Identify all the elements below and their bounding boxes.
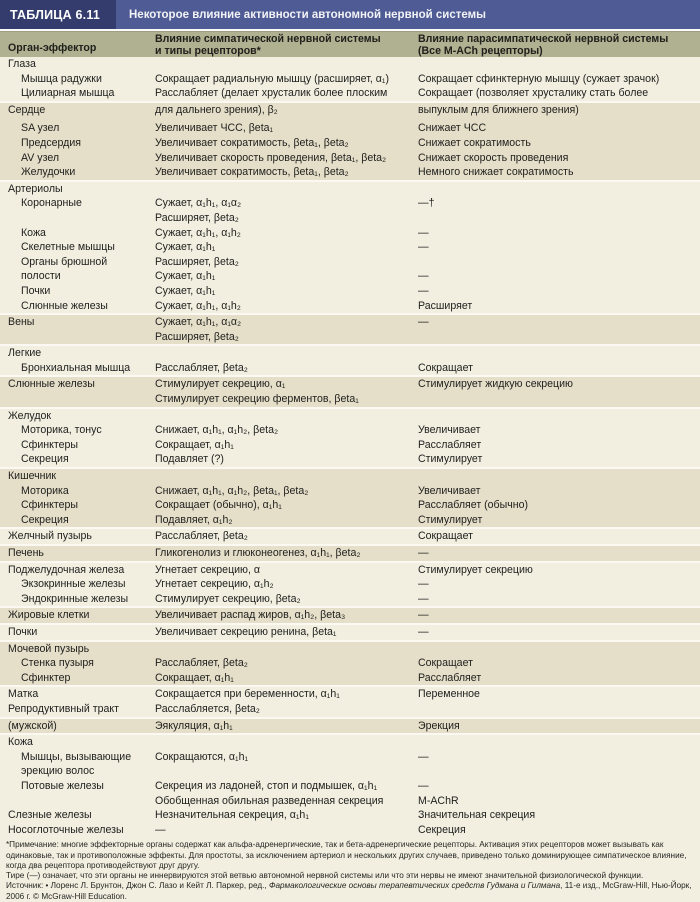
- table-row: [0, 544, 700, 561]
- sympathetic-effect-cell: Расширяет, βeta₂: [155, 330, 239, 343]
- column-header-sympathetic-line1: Влияние симпатической нервной системы: [155, 33, 381, 45]
- table-title: Некоторое влияние активности автономной нервной системы: [116, 0, 700, 29]
- parasympathetic-effect-cell: —: [418, 284, 429, 297]
- organ-cell: Вены: [8, 316, 35, 329]
- organ-cell: Мышцы, вызывающие: [21, 750, 132, 763]
- table-row: [0, 255, 700, 270]
- sympathetic-effect-cell: [147, 57, 410, 72]
- parasympathetic-effect-cell: M-AChR: [418, 794, 459, 807]
- organ-cell: Легкие: [8, 347, 42, 360]
- table-row: [0, 151, 700, 166]
- table-row: [0, 823, 700, 838]
- table-row: [0, 299, 700, 314]
- sympathetic-effect-cell: для дальнего зрения), β₂: [155, 103, 278, 116]
- table-row: [0, 794, 700, 809]
- table-row: [0, 196, 700, 211]
- sympathetic-effect-cell: [147, 764, 410, 779]
- organ-cell: Поджелудочная железа: [8, 563, 125, 576]
- table-row: [0, 313, 700, 330]
- parasympathetic-effect-cell: Расслабляет: [418, 671, 482, 684]
- parasympathetic-effect-cell: Снижает ЧСС: [418, 122, 487, 135]
- sympathetic-effect-cell: Угнетает секрецию, α₁h₂: [155, 578, 274, 591]
- table-number-label: ТАБЛИЦА 6.11: [0, 0, 116, 29]
- sympathetic-effect-cell: [147, 346, 410, 361]
- organ-cell: Секреция: [21, 513, 69, 526]
- table-row: [0, 527, 700, 544]
- parasympathetic-effect-cell: Увеличивает: [418, 424, 481, 437]
- table-row: [0, 117, 700, 136]
- parasympathetic-effect-cell: —: [418, 779, 429, 792]
- parasympathetic-effect-cell: Переменное: [418, 688, 480, 701]
- parasympathetic-effect-cell: Снижает скорость проведения: [418, 151, 569, 164]
- sympathetic-effect-cell: —: [155, 823, 166, 836]
- organ-cell: Жировые клетки: [8, 609, 90, 622]
- parasympathetic-effect-cell: [410, 469, 700, 484]
- parasympathetic-effect-cell: —: [418, 547, 429, 559]
- organ-cell: Почки: [8, 625, 38, 638]
- footnote-source-book-title: Фармакологические основы терапевтических средств Гудмана и Гилмана: [268, 881, 561, 891]
- table-row: [0, 656, 700, 671]
- footnotes: [0, 837, 700, 902]
- parasympathetic-effect-cell: Сокращает сфинктерную мышцу (сужает зрачок): [418, 72, 660, 85]
- parasympathetic-effect-cell: —: [418, 609, 429, 622]
- organ-cell: Экзокринные железы: [21, 578, 126, 591]
- organ-cell: Репродуктивный тракт: [8, 702, 119, 715]
- parasympathetic-effect-cell: Стимулирует: [418, 513, 483, 526]
- sympathetic-effect-cell: Расширяет, βeta₂: [155, 255, 239, 268]
- parasympathetic-effect-cell: [410, 330, 700, 345]
- table-row: [0, 671, 700, 686]
- table-title-bar: [0, 0, 700, 29]
- sympathetic-effect-cell: Обобщенная обильная разведенная секреция: [155, 794, 384, 807]
- sympathetic-effect-cell: [147, 409, 410, 424]
- parasympathetic-effect-cell: —: [418, 270, 429, 283]
- parasympathetic-effect-cell: —: [418, 226, 429, 239]
- table-row: [0, 86, 700, 101]
- organ-cell: Сфинктеры: [21, 438, 79, 451]
- parasympathetic-effect-cell: выпуклым для ближнего зрения): [418, 103, 579, 116]
- table-row: [0, 606, 700, 623]
- organ-cell: Цилиарная мышца: [21, 87, 115, 100]
- organ-cell: Мышца радужки: [21, 72, 102, 85]
- sympathetic-effect-cell: Сокращает (обычно), α₁h₁: [155, 499, 282, 512]
- organ-cell: Слезные железы: [8, 809, 92, 822]
- sympathetic-effect-cell: [147, 642, 410, 657]
- table-row: [0, 284, 700, 299]
- table-row: [0, 733, 700, 750]
- organ-cell: полости: [21, 270, 61, 283]
- parasympathetic-effect-cell: Эрекция: [418, 719, 460, 732]
- organ-cell: Слюнные железы: [8, 378, 95, 391]
- organ-cell: Желчный пузырь: [8, 530, 92, 543]
- parasympathetic-effect-cell: Секреция: [418, 823, 466, 836]
- organ-cell: Предсердия: [21, 136, 82, 149]
- parasympathetic-effect-cell: Стимулирует секрецию: [418, 563, 533, 576]
- column-header-parasympathetic-line1: Влияние парасимпатической нервной системы: [418, 33, 669, 45]
- organ-cell: Сфинктер: [21, 671, 71, 684]
- parasympathetic-effect-cell: Значительная секреция: [418, 809, 536, 822]
- table-row: [0, 467, 700, 484]
- table-body: [0, 57, 700, 837]
- table-row: [0, 685, 700, 702]
- table-row: [0, 330, 700, 345]
- organ-cell: Печень: [8, 547, 44, 559]
- table-row: [0, 764, 700, 779]
- footnote-dash-note: Тире (—) означает, что эти органы не иннервируются этой ветвью автономной нервной системы или что эти нервы не имеют значительной физиологической функции.: [6, 871, 644, 881]
- parasympathetic-effect-cell: —: [418, 592, 429, 605]
- sympathetic-effect-cell: Незначительная секреция, α₁h₁: [155, 809, 309, 822]
- table-row: [0, 423, 700, 438]
- parasympathetic-effect-cell: Немного снижает сократимость: [418, 166, 574, 179]
- organ-cell: Носоглоточные железы: [8, 823, 124, 836]
- parasympathetic-effect-cell: —†: [418, 197, 435, 210]
- organ-cell: [0, 794, 147, 809]
- organ-cell: Секреция: [21, 453, 69, 466]
- table-row: [0, 101, 700, 118]
- organ-cell: Скелетные мышцы: [21, 241, 115, 254]
- organ-cell: Эндокринные железы: [21, 592, 129, 605]
- organ-cell: Артериолы: [8, 182, 63, 195]
- footnote-source-prefix: Источник: • Лоренс Л. Брунтон, Джон С. Лазо и Кейт Л. Паркер, ред.,: [6, 881, 269, 891]
- parasympathetic-effect-cell: [410, 57, 700, 72]
- sympathetic-effect-cell: Сокращает, α₁h₁: [155, 438, 234, 451]
- sympathetic-effect-cell: Сужает, α₁h₁, α₁h₂: [155, 299, 241, 312]
- organ-cell: Бронхиальная мышца: [21, 361, 131, 374]
- sympathetic-effect-cell: Снижает, α₁h₁, α₁h₂, βeta₂: [155, 424, 279, 437]
- parasympathetic-effect-cell: [410, 346, 700, 361]
- footnote-source-suffix: , 11-е изд., McGraw-Hill, Нью-Йорк, 2006 г. © McGraw-Hill Education.: [6, 881, 692, 901]
- sympathetic-effect-cell: Сужает, α₁h₁, α₁α₂: [155, 316, 242, 329]
- sympathetic-effect-cell: Расслабляется, βeta₂: [155, 702, 260, 715]
- sympathetic-effect-cell: Расслабляет, βeta₂: [155, 361, 248, 374]
- organ-cell: Кишечник: [8, 470, 57, 483]
- sympathetic-effect-cell: Сужает, α₁h₁: [155, 241, 216, 254]
- parasympathetic-effect-cell: —: [418, 241, 429, 254]
- organ-cell: [0, 392, 147, 407]
- organ-cell: эрекцию волос: [21, 765, 95, 778]
- column-header-row: [0, 31, 700, 57]
- parasympathetic-effect-cell: [410, 764, 700, 779]
- table-row: [0, 592, 700, 607]
- parasympathetic-effect-cell: Сокращает (позволяет хрусталику стать более: [418, 87, 649, 100]
- parasympathetic-effect-cell: Стимулирует жидкую секрецию: [418, 378, 573, 391]
- sympathetic-effect-cell: Угнетает секрецию, α: [155, 563, 261, 576]
- organ-cell: Моторика: [21, 484, 69, 497]
- parasympathetic-effect-cell: Снижает сократимость: [418, 136, 531, 149]
- sympathetic-effect-cell: Сокращает, α₁h₁: [155, 671, 234, 684]
- table-row: [0, 808, 700, 823]
- table-row: [0, 702, 700, 717]
- organ-cell: (мужской): [8, 719, 57, 732]
- organ-cell: Коронарные: [21, 197, 82, 210]
- sympathetic-effect-cell: Секреция из ладоней, стоп и подмышек, α₁h₁: [155, 779, 378, 792]
- organ-cell: Матка: [8, 688, 39, 701]
- sympathetic-effect-cell: Сужает, α₁h₁, α₁α₂: [155, 197, 242, 210]
- parasympathetic-effect-cell: —: [418, 750, 429, 763]
- parasympathetic-effect-cell: [410, 702, 700, 717]
- organ-cell: AV узел: [21, 151, 60, 164]
- sympathetic-effect-cell: Сужает, α₁h₁: [155, 284, 216, 297]
- organ-cell: Кожа: [21, 226, 46, 239]
- parasympathetic-effect-cell: [410, 642, 700, 657]
- table-row: [0, 361, 700, 376]
- parasympathetic-effect-cell: Стимулирует: [418, 453, 483, 466]
- organ-cell: Слюнные железы: [21, 299, 108, 312]
- table-row: [0, 513, 700, 528]
- sympathetic-effect-cell: Снижает, α₁h₁, α₁h₂, βeta₁, βeta₂: [155, 484, 309, 497]
- parasympathetic-effect-cell: [410, 255, 700, 270]
- sympathetic-effect-cell: [147, 182, 410, 197]
- table-row: [0, 779, 700, 794]
- sympathetic-effect-cell: [147, 469, 410, 484]
- table-row: [0, 269, 700, 284]
- sympathetic-effect-cell: Расслабляет, βeta₂: [155, 657, 248, 670]
- footnote-source: [6, 881, 694, 902]
- organ-cell: Стенка пузыря: [21, 657, 94, 670]
- organ-cell: SA узел: [21, 122, 60, 135]
- organ-cell: Желудок: [8, 409, 52, 422]
- table-row: [0, 180, 700, 197]
- sympathetic-effect-cell: Эякуляция, α₁h₁: [155, 719, 233, 732]
- parasympathetic-effect-cell: Увеличивает: [418, 484, 481, 497]
- sympathetic-effect-cell: [147, 735, 410, 750]
- table-row: [0, 57, 700, 72]
- parasympathetic-effect-cell: —: [418, 625, 429, 638]
- organ-cell: Потовые железы: [21, 779, 104, 792]
- sympathetic-effect-cell: Подавляет, α₁h₂: [155, 513, 233, 526]
- column-header-parasympathetic-line2: (Все M-ACh рецепторы): [418, 44, 543, 57]
- table-row: [0, 623, 700, 640]
- sympathetic-effect-cell: Сужает, α₁h₁: [155, 270, 216, 283]
- sympathetic-effect-cell: Сокращаются, α₁h₁: [155, 750, 249, 763]
- table-row: [0, 392, 700, 407]
- column-header-sympathetic: [147, 32, 410, 57]
- sympathetic-effect-cell: Сужает, α₁h₁, α₁h₂: [155, 226, 241, 239]
- organ-cell: Глаза: [8, 58, 36, 70]
- sympathetic-effect-cell: Гликогенолиз и глюконеогенез, α₁h₁, βeta₂: [155, 547, 361, 559]
- table-row: [0, 375, 700, 392]
- table-row: [0, 498, 700, 513]
- sympathetic-effect-cell: Расширяет, βeta₂: [155, 211, 239, 224]
- sympathetic-effect-cell: Стимулирует секрецию, α₁: [155, 378, 286, 391]
- organ-cell: Желудочки: [21, 166, 76, 179]
- parasympathetic-effect-cell: Сокращает: [418, 657, 473, 670]
- table-row: [0, 211, 700, 226]
- table-row: [0, 226, 700, 241]
- table-row: [0, 640, 700, 657]
- parasympathetic-effect-cell: [410, 392, 700, 407]
- table-row: [0, 407, 700, 424]
- organ-cell: Почки: [21, 284, 51, 297]
- organ-cell: Кожа: [8, 736, 33, 749]
- table-row: [0, 165, 700, 180]
- parasympathetic-effect-cell: Расслабляет (обычно): [418, 499, 529, 512]
- sympathetic-effect-cell: Увеличивает распад жиров, α₁h₂, βeta₃: [155, 609, 346, 622]
- parasympathetic-effect-cell: [410, 211, 700, 226]
- parasympathetic-effect-cell: [410, 182, 700, 197]
- footnote-receptor-note: *Примечание: многие эффекторные органы содержат как альфа-адренергические, так и бета-адренергические рецепторы. Активация этих рецепторов может вызывать как одинаковые, так и противоположные эффекты. Для простоты, за исключением артериол и нескольких других случаев, приведено только доминирующее симпатическое влияние, когда два рецептора противодействуют друг другу.: [6, 840, 687, 870]
- sympathetic-effect-cell: Увеличивает сократимость, βeta₁, βeta₂: [155, 136, 349, 149]
- sympathetic-effect-cell: Увеличивает сократимость, βeta₁, βeta₂: [155, 166, 349, 179]
- sympathetic-effect-cell: Увеличивает секрецию ренина, βeta₁: [155, 625, 337, 638]
- table-row: [0, 72, 700, 87]
- column-header-parasympathetic: [410, 32, 700, 57]
- column-header-sympathetic-line2: и типы рецепторов*: [155, 44, 261, 57]
- sympathetic-effect-cell: Расслабляет (делает хрусталик более плоским: [155, 87, 388, 100]
- table-row: [0, 438, 700, 453]
- table-row: [0, 577, 700, 592]
- sympathetic-effect-cell: Увеличивает ЧСС, βeta₁: [155, 122, 274, 135]
- organ-cell: Моторика, тонус: [21, 424, 102, 437]
- parasympathetic-effect-cell: —: [418, 578, 429, 591]
- organ-cell: Органы брюшной: [21, 255, 108, 268]
- table-row: [0, 717, 700, 734]
- table-row: [0, 240, 700, 255]
- sympathetic-effect-cell: Расслабляет, βeta₂: [155, 530, 248, 543]
- sympathetic-effect-cell: Подавляет (?): [155, 453, 224, 466]
- table-row: [0, 136, 700, 151]
- sympathetic-effect-cell: Увеличивает скорость проведения, βeta₁, βeta₂: [155, 151, 387, 164]
- organ-cell: [0, 330, 147, 345]
- parasympathetic-effect-cell: [410, 409, 700, 424]
- organ-cell: Сфинктеры: [21, 499, 79, 512]
- organ-cell: Сердце: [8, 103, 46, 116]
- parasympathetic-effect-cell: Расслабляет: [418, 438, 482, 451]
- parasympathetic-effect-cell: —: [418, 316, 429, 329]
- table-row: [0, 561, 700, 578]
- parasympathetic-effect-cell: Сокращает: [418, 361, 473, 374]
- parasympathetic-effect-cell: Расширяет: [418, 299, 473, 312]
- table-row: [0, 344, 700, 361]
- sympathetic-effect-cell: Сокращает радиальную мышцу (расширяет, α₁): [155, 72, 389, 85]
- table-row: [0, 750, 700, 765]
- table-row: [0, 484, 700, 499]
- sympathetic-effect-cell: Стимулирует секрецию, βeta₂: [155, 592, 301, 605]
- organ-cell: [0, 211, 147, 226]
- table-row: [0, 452, 700, 467]
- column-header-organ: Орган-эффектор: [8, 41, 97, 54]
- sympathetic-effect-cell: Сокращается при беременности, α₁h₁: [155, 688, 340, 701]
- parasympathetic-effect-cell: [410, 735, 700, 750]
- sympathetic-effect-cell: Стимулирует секрецию ферментов, βeta₁: [155, 393, 359, 406]
- parasympathetic-effect-cell: Сокращает: [418, 530, 473, 543]
- organ-cell: Мочевой пузырь: [8, 642, 90, 655]
